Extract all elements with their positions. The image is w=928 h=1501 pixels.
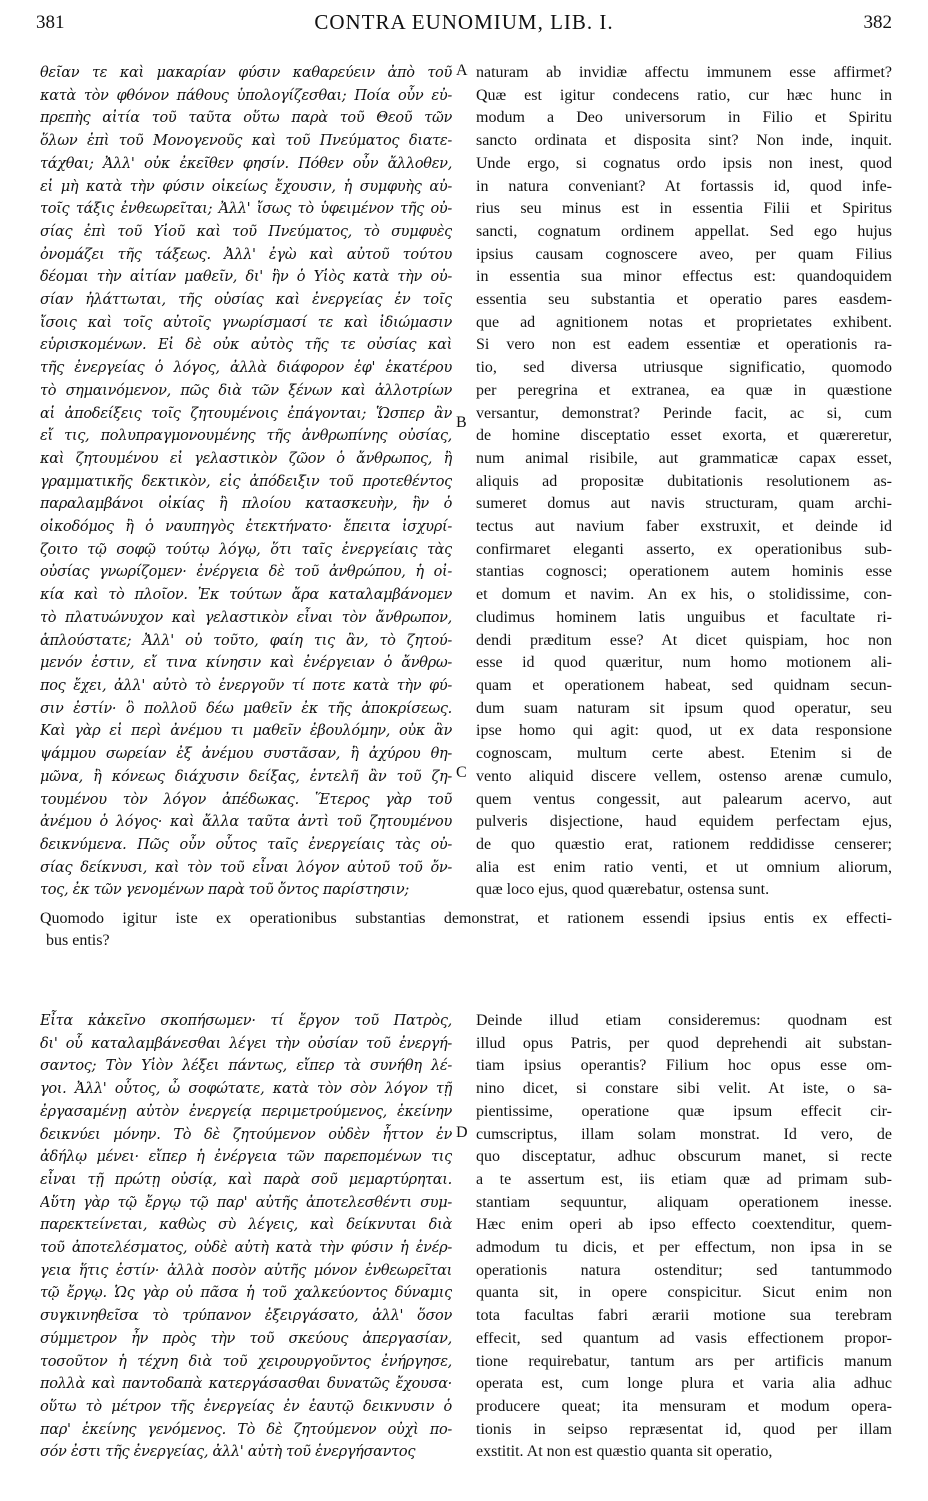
text-line: Αὕτη γὰρ τῷ ἔργῳ τῷ παρ' αὐτῆς ἀποτελεσθέντι συμ- xyxy=(40,1194,452,1211)
text-line: σύμμετρον ἦν πρὸς τὴν τοῦ σκεύους ἀπεργασίαν, xyxy=(40,1330,452,1347)
page-header xyxy=(36,8,892,36)
text-line: γραμματικῆς δεκτικὸν, εἰς ἀπόδειξιν τοῦ προτεθέντος xyxy=(40,473,452,490)
text-line: ὅλων ἐπὶ τοῦ Μονογενοῦς καὶ τοῦ Πνεύματος διατε- xyxy=(40,133,452,150)
text-line: ζοιτο τῷ σοφῷ τούτῳ λόγῳ, ὅτι ταῖς ἐνεργείαις τὰς xyxy=(40,541,452,558)
text-line: tionis in seipso repræsentat id, quod per illam xyxy=(476,1420,892,1438)
text-line: naturam ab invidiæ affectu immunem esse affirmet? xyxy=(476,64,892,81)
text-line: σίας δείκνυσι, καὶ τὸν τοῦ εἶναι λόγον αὐτοῦ τοῦ ὄν- xyxy=(40,859,452,876)
text-line: ἴσοις καὶ τοῖς αὐτοῖς γνωρίσμασί τε καὶ ἰδιώμασιν xyxy=(40,314,452,331)
text-line: γοι. Ἀλλ' οὗτος, ὦ σοφώτατε, κατὰ τὸν σὸν λόγον τῇ xyxy=(40,1081,452,1098)
text-line: effecit, sed quantum ad vasis effectionem propor- xyxy=(476,1329,892,1347)
text-line: ipse homo qui agit: quod, ut ex data responsione xyxy=(476,722,892,740)
text-line: cognoscam, multum certe abest. Etenim si de xyxy=(476,745,892,763)
margin-letter-a: A xyxy=(456,62,468,79)
text-line: dum suam naturam sit ipsum quod operatur, seu xyxy=(476,699,892,717)
text-line: καὶ ζητουμένου εἰ γελαστικὸν ζῶον ὁ ἄνθρωπος, ἢ xyxy=(40,450,452,467)
text-line: πολλὰ καὶ παντοδαπὰ κατεργάσασθαι δυνατῶς ἔχουσα· xyxy=(40,1376,452,1393)
text-line: quæ loco ejus, quod quærebatur, ostensa sunt. xyxy=(476,881,770,899)
text-line: versantur, demonstrat? Perinde facit, ac si, cum xyxy=(476,404,892,422)
text-line: Εἶτα κἀκεῖνο σκοπήσωμεν· τί ἔργον τοῦ Πατρὸς, xyxy=(40,1013,452,1029)
text-line: Unde ergo, si cognatus ordo ipsis non inest, quod xyxy=(476,154,892,172)
text-line: nino dicet, si constare sibi velit. At iste, o sa- xyxy=(476,1080,892,1098)
text-line: οὕτω τὸ μέτρον τῆς ἐνεργείας ἐν ἑαυτῷ δεικνυσιν ὁ xyxy=(40,1398,452,1415)
text-line: ἁπλούστατε; Ἀλλ' οὐ τοῦτο, φαίη τις ἂν, τὸ ζητού- xyxy=(40,632,452,649)
text-line: σίας ἐπὶ τοῦ Υἱοῦ καὶ τοῦ Πνεύματος, τὸ συμφυὲς xyxy=(40,223,452,240)
text-line: stantiam sequuntur, aliquam operationem inesse. xyxy=(476,1193,892,1211)
text-line: in natura conveniant? At fortassis id, quod infe- xyxy=(476,177,892,195)
text-line: ἐργασαμένῃ αὐτὸν ἐνεργείᾳ περιμετρούμενος, ἐκείνην xyxy=(40,1103,452,1120)
text-line: πρεπὴς αἰτία τοῦ ταῦτα οὕτω παρὰ τοῦ Θεοῦ τῶν xyxy=(40,110,452,127)
text-line: esse id quod quæritur, num homo motionem ali- xyxy=(476,654,892,672)
text-line: ψάμμου σωρείαν ἐξ ἀνέμου συστᾶσαν, ἢ ἀχύρου θη- xyxy=(40,746,452,763)
text-line: de homine disceptatio esset exorta, et quæreretur, xyxy=(476,427,892,445)
text-line: εἴ τις, πολυπραγμονουμένης τῆς ἀνθρωπίνης οὐσίας, xyxy=(40,428,452,445)
text-line: σιν ἐστίν· ὃ πολλοῦ δέω μαθεῖν ἐκ τῆς ἀποκρίσεως. xyxy=(40,700,452,717)
text-line: συγκινηθεῖσα τὸ τρύπανον ἐξειργάσατο, ἀλλ' ὅσον xyxy=(40,1308,452,1325)
text-line: μῶνα, ἢ κόνεως διάχυσιν δείξας, ἐντελῆ ἂν τοῦ ζη- xyxy=(40,768,452,785)
text-line: Quomodo igitur iste ex operationibus substantias demonstrat, et rationem essendi ipsius entis ex effecti- xyxy=(40,910,892,927)
margin-letter-d: D xyxy=(456,1124,468,1141)
greek-column-top xyxy=(40,62,452,904)
margin-letter-b: B xyxy=(456,414,467,431)
text-line: que ad agnitionem notas et proprietates exhibent. xyxy=(476,313,892,331)
text-line: τουμένου τὸν λόγον ἀπέδωκας. Ἕτερος γὰρ τοῦ xyxy=(40,791,452,808)
text-line: sumeret domus aut navis structuram, quam archi- xyxy=(476,495,892,513)
text-line: essentia seu substantia et operatio pares easdem- xyxy=(476,291,892,309)
text-line: αἱ ἀποδείξεις τοῖς ζητουμένοις ἐπάγονται; Ὥσπερ ἂν xyxy=(40,405,452,422)
text-line: stantias cognosci; operationem autem hominis esse xyxy=(476,563,892,581)
margin-letter-c: C xyxy=(456,764,467,781)
text-line: δι' οὗ καταλαμβάνεσθαι λέγει τὴν οὐσίαν τοῦ ἐνεργή- xyxy=(40,1035,452,1052)
text-line: cumscriptus, illam solam monstrat. Id vero, de xyxy=(476,1125,892,1143)
text-line: δέομαι τὴν αἰτίαν μαθεῖν, δι' ἣν ὁ Υἱὸς κατὰ τὴν οὐ- xyxy=(40,269,452,286)
text-line: sancto ordinata et disposita sint? Non inde, inquit. xyxy=(476,132,892,150)
text-line: quem ventus congessit, aut palearum acervo, aut xyxy=(476,790,892,808)
text-line: πος ἔχει, ἀλλ' αὐτὸ τὸ ἐνεργοῦν τί ποτε κατὰ τὴν φύ- xyxy=(40,677,452,694)
text-line: admodum tu dicis, et per effectum, non ipsa in se xyxy=(476,1239,892,1257)
text-line: τος, ἐκ τῶν γενομένων παρὰ τοῦ ὄντος παρίστησιν; xyxy=(40,882,409,899)
latin-column-top xyxy=(476,62,892,904)
text-line: tione requirebatur, tantum ars per artificis manum xyxy=(476,1352,892,1370)
text-line: dendi præditum esse? At dicet quispiam, hoc non xyxy=(476,631,892,649)
text-line: tectus aut navium faber exstruxit, et deinde id xyxy=(476,518,892,536)
text-line: sancti, cognatum ordinem appellat. Sed ego hujus xyxy=(476,222,892,240)
text-line: τοῦ ἀποτελέσματος, οὐδὲ αὐτὴ κατὰ τὴν φύσιν ἡ ἐνέρ- xyxy=(40,1240,452,1257)
text-line: vento aliquid discere vellem, ostenso arenæ cumulo, xyxy=(476,767,892,785)
text-line: ἀνέμου ὁ λόγος· καὶ ἄλλα ταῦτα ἀντὶ τοῦ ζητουμένου xyxy=(40,814,452,831)
text-line: Καὶ γὰρ εἰ περὶ ἀνέμου τι μαθεῖν ἐβουλόμην, οὐκ ἂν xyxy=(40,723,452,740)
text-line: exstitit. At non est quæstio quanta sit operatio, xyxy=(476,1443,773,1461)
text-line: pientissime, operatione quæ ipsum effecit cir- xyxy=(476,1102,892,1120)
text-line: num animal risibile, aut grammaticæ capax esset, xyxy=(476,449,892,467)
text-line: κία καὶ τὸ πλοῖον. Ἐκ τούτων ἄρα καταλαμβάνομεν xyxy=(40,587,452,604)
text-line: μενόν ἐστιν, εἴ τινα κίνησιν καὶ ἐνέργειαν ὁ ἄνθρω- xyxy=(40,655,452,672)
text-line: operationis natura ostenditur; sed tantummodo xyxy=(476,1261,892,1279)
text-line: bus entis? xyxy=(46,932,110,949)
text-line: παραλαμβάνοι οἰκίας ἢ πλοίου κατασκευὴν, ἣν ὁ xyxy=(40,496,452,513)
text-line: τάχθαι; Ἀλλ' οὐκ ἐκεῖθεν φησίν. Πόθεν οὖν ἄλλοθεν, xyxy=(40,155,452,172)
text-line: παρεκτείνεται, καθὼς σὺ λέγεις, καὶ δείκνυται διὰ xyxy=(40,1217,452,1234)
text-line: aliquis ad propositæ dubitationis resolutionem as- xyxy=(476,472,892,490)
text-line: εἰ μὴ κατὰ τὴν φύσιν οἰκείως ἔχουσιν, ἡ συμφυὴς αὐ- xyxy=(40,178,452,195)
text-line: εἶναι τῇ πρώτῃ οὐσίᾳ, καὶ παρὰ σοῦ μεμαρτύρηται. xyxy=(40,1171,452,1188)
text-line: τοῖς τάξις ἐνθεωρεῖται; Ἀλλ' ἴσως τὸ ὑφειμένον τῆς οὐ- xyxy=(40,201,452,218)
text-line: οὐσίας γνωρίζομεν· ἐνέργεια δὲ τοῦ ἀνθρώπου, ἡ οἰ- xyxy=(40,564,452,581)
text-line: τὸ πλατυώνυχον καὶ γελαστικὸν εἶναι τὸν ἄνθρωπον, xyxy=(40,609,452,626)
text-line: σαντος; Τὸν Υἱὸν λέξει πάντως, εἴπερ τὰ συνήθη λέ- xyxy=(40,1058,452,1075)
text-line: ὀνομάζει τῆς τάξεως. Ἀλλ' ἐγὼ καὶ αὐτοῦ τούτου xyxy=(40,246,452,263)
text-line: τοσοῦτον ἡ τέχνη διὰ τοῦ χειρουργοῦντος ἐνήργησε, xyxy=(40,1353,452,1370)
text-line: δεικνύει μόνην. Τὸ δὲ ζητούμενον οὐδὲν ἧττον ἐν xyxy=(40,1126,452,1143)
text-line: pulveris disjectione, haud equidem perfectam ejus, xyxy=(476,813,892,831)
text-line: γεια ἥτις ἐστίν· ἀλλὰ ποσὸν αὐτῆς μόνον ἐνθεωρεῖται xyxy=(40,1262,452,1279)
text-line: de quo quæstio erat, rationem reddidisse censerer; xyxy=(476,835,892,853)
text-line: a te assertum est, iis etiam quæ ad primam sub- xyxy=(476,1170,892,1188)
running-title: CONTRA EUNOMIUM, LIB. I. xyxy=(314,10,614,34)
text-line: quam et operationem habeat, sed quidnam secun- xyxy=(476,676,892,694)
page-number-right: 382 xyxy=(863,12,892,33)
text-line: Quæ est igitur condecens ratio, cur hæc hunc in xyxy=(476,86,892,104)
text-line: τῆς ἐνεργείας ὁ λόγος, ἀλλὰ διάφορον ἐφ' ἑκατέρου xyxy=(40,360,452,377)
text-line: confirmaret eleganti asserto, ex operationibus sub- xyxy=(476,540,892,558)
text-line: tio, sed diversa utriusque significatio, quomodo xyxy=(476,359,892,377)
text-line: et domum et navim. An ex his, o stolidissime, con- xyxy=(476,586,892,604)
text-line: Si vero non est eadem essentiæ et operationis ra- xyxy=(476,336,892,354)
text-line: cludimus hominem latis unguibus et facultate ri- xyxy=(476,608,892,626)
text-line: τὸ σημαινόμενον, πῶς διὰ τῶν ξένων καὶ ἀλλοτρίων xyxy=(40,382,452,399)
text-line: in essentia sua minor effectus est: quandoquidem xyxy=(476,268,892,286)
text-line: producere queat; ita mensuram et modum opera- xyxy=(476,1397,892,1415)
text-line: per peregrina et extranea, ea quæ in quæstione xyxy=(476,381,892,399)
text-line: tiam ipsius operantis? Filium hoc opus esse om- xyxy=(476,1057,892,1075)
text-line: Hæc enim operi ab ipso effecto coextenditur, quem- xyxy=(476,1216,892,1234)
text-line: operata est, cum longe plura et varia alia adhuc xyxy=(476,1375,892,1393)
text-line: θεῖαν τε καὶ μακαρίαν φύσιν καθαρεύειν ἀπὸ τοῦ xyxy=(40,65,452,81)
text-line: tota facultas fabri ærarii motione sua terebram xyxy=(476,1307,892,1325)
text-line: ἀδήλῳ μένει· εἴπερ ἡ ἐνέργεια τῶν παρεπομένων τις xyxy=(40,1149,452,1166)
text-line: σόν ἐστι τῆς ἐνεργείας, ἀλλ' αὐτὴ τοῦ ἐνεργήσαντος xyxy=(40,1444,416,1461)
text-line: Deinde illud etiam consideremus: quodnam est xyxy=(476,1012,892,1029)
text-line: παρ' ἐκείνης γενόμενος. Τὸ δὲ ζητούμενον οὐχὶ πο- xyxy=(40,1421,452,1438)
text-line: ipsius causam cognoscere aveo, per quam Filius xyxy=(476,245,892,263)
text-line: modum a Deo universorum in Filio et Spiritu xyxy=(476,109,892,127)
page-number-left: 381 xyxy=(36,12,65,33)
text-line: δεικνύμενα. Πῶς οὖν οὗτος ταῖς ἐνεργείαις τὰς οὐ- xyxy=(40,836,452,853)
text-line: quo disceptatur, adhuc obscurum manet, si recte xyxy=(476,1148,892,1166)
text-line: σίαν ἠλάττωται, τῆς οὐσίας καὶ ἐνεργείας ἐν τοῖς xyxy=(40,292,452,309)
text-line: εὑρισκομένων. Εἰ δὲ οὐκ αὐτὸς τῆς τε οὐσίας καὶ xyxy=(40,337,452,354)
text-line: illud opus Patris, per quod deprehendi ait substan- xyxy=(476,1034,892,1052)
text-line: κατὰ τὸν φθόνον πάθους ὑπολογίζεσθαι; Ποία οὖν εὐ- xyxy=(40,87,452,104)
text-line: alia est enim ratio venti, et ut omnium aliorum, xyxy=(476,858,892,876)
text-line: τῷ ἔργῳ. Ὡς γὰρ οὐ πᾶσα ἡ τοῦ χαλκεύοντος δύναμις xyxy=(40,1285,452,1302)
text-line: οἰκοδόμος ἢ ὁ ναυπηγὸς ἐτεκτήνατο· ἔπειτα ἰσχυρί- xyxy=(40,519,452,536)
full-width-passage xyxy=(40,908,892,954)
text-line: quanta sit, in opere conspicitur. Sicut enim non xyxy=(476,1284,892,1302)
latin-column-bottom xyxy=(476,1010,892,1470)
text-line: rius seu minus est in essentia Filii et Spiritus xyxy=(476,200,892,218)
greek-column-bottom xyxy=(40,1010,452,1470)
